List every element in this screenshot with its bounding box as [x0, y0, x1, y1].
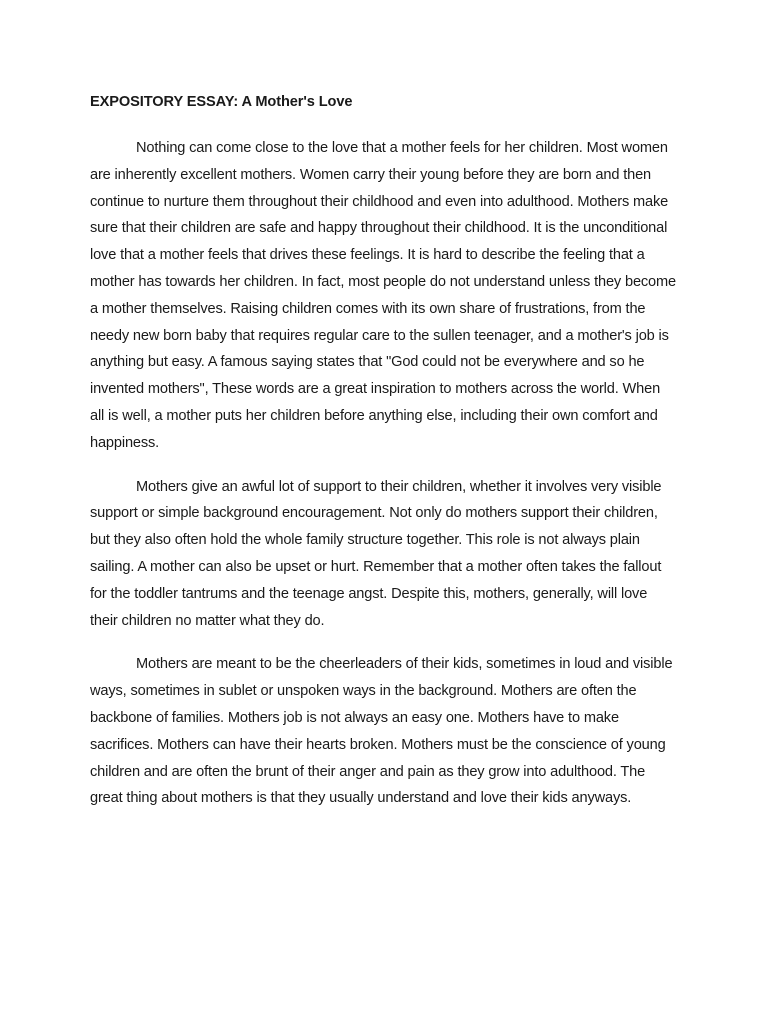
essay-paragraph-3: Mothers are meant to be the cheerleaders of their kids, sometimes in loud and visible ways, sometimes in sublet or unspoken ways in the background. Mothers are often the backbone of families. Mothers job is not always an easy one. Mothers have to make sacrifices. Mothers can have their hearts broken. Mothers must be the conscience of young children and are often the brunt of their anger and pain as they grow into adulthood. The great thing about mothers is that they usually understand and love their kids anyways.: [90, 656, 673, 807]
essay-paragraph-1: Nothing can come close to the love that a mother feels for her children. Most women are inherently excellent mothers. Women carry their young before they are born and then continue to nurture them throughout their childhood and even into adulthood. Mothers make sure that their children are safe and happy throughout their childhood. It is the unconditional love that a mother feels that drives these feelings. It is hard to describe the feeling that a mother has towards her children. In fact, most people do not understand unless they become a mother themselves. Raising children comes with its own share of frustrations, from the needy new born baby that requires regular care to the sullen teenager, and a mother's job is anything but easy. A famous saying states that "God could not be everywhere and so he invented mothers", These words are a great inspiration to mothers across the world. When all is well, a mother puts her children before anything else, including their own comfort and happiness.: [90, 140, 676, 451]
document-body: [90, 92, 678, 812]
essay-paragraph-2: Mothers give an awful lot of support to their children, whether it involves very visible support or simple background encouragement. Not only do mothers support their children, but they also often hold the whole family structure together. This role is not always plain sailing. A mother can also be upset or hurt. Remember that a mother often takes the fallout for the toddler tantrums and the teenage angst. Despite this, mothers, generally, will love their children no matter what they do.: [90, 478, 662, 629]
essay-title: EXPOSITORY ESSAY: A Mother's Love: [90, 94, 353, 110]
